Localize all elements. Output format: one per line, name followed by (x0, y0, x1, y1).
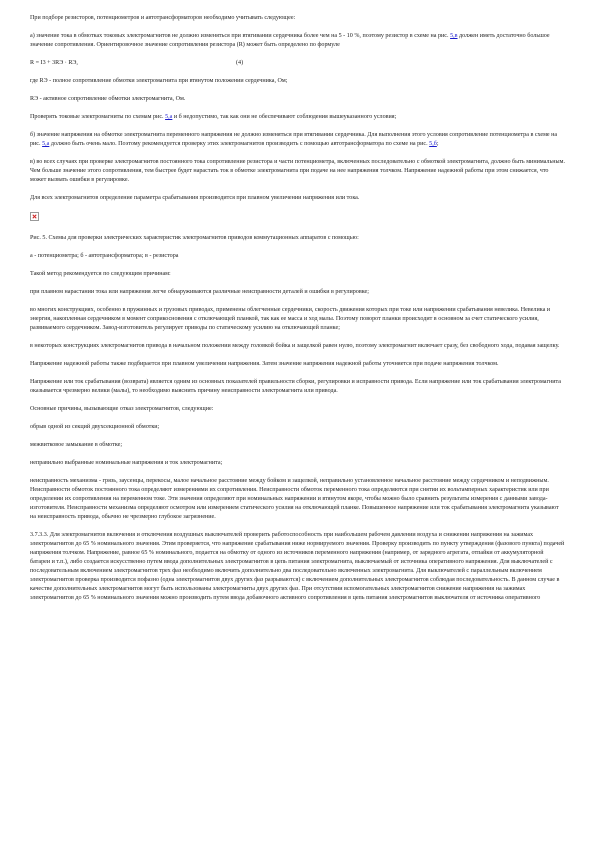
reason-2-paragraph: во многих конструкциях, особенно в пружинных и грузовых приводах, применены облегченные сердечники, скорость движения которых при токе или напряжении срабатывания невелика. Невелика и энергия, накопленная сердечником в момент соприкосновения с отключающей планкой, так как ее масса и ход малы. Поэтому поворот планки происходит в основном за счет статического усилия, развиваемого сердечником. Завод-изготовитель регулирует приводы по статическому усилию на отключающей планке; (30, 307, 551, 331)
mechanism-paragraph: неисправность механизма - грязь, заусенцы, перекосы, малое начальное расстояние между бойком и защелкой, неправильно установленное начальное расстояние между сердечником и неподвижным. Неисправности обмоток постоянного тока определяют измерениями их сопротивления. Неисправности обмоток переменного тока определяются при снятии их вольтамперных характеристик или при определении их сопротивления на переменном токе. Эти значения определяют при номинальных напряжении и втянутом якоре, чтобы можно было сравнить результаты измерения с данными завода-изготовителя. Неисправности механизма определяют осмотром или измерением статического усилия на отключающей планке. Повышенное напряжение или ток срабатывания электромагнита указывают на неисправность привода, обычно не чрезмерно глубокое загрязнение. (30, 478, 559, 520)
figure-5a-link[interactable]: 5,а (165, 114, 173, 120)
figure-5v-link[interactable]: 5,в (450, 33, 458, 39)
figure-caption: Рис. 5. Схемы для проверки электрических характеристик электромагнитов приводов коммутационных аппаратов с помощью: (30, 235, 359, 241)
return-voltage-paragraph: Напряжение или ток срабатывания (возврата) является одним из основных показателей правильности сборки, регулировки и исправности привода. Если напряжение или ток срабатывания электромагнита оказывается чрезмерно велики (малы), то необходимо выяснить причину неисправности электромагнита или привода. (30, 379, 561, 394)
formula-number: (4) (236, 60, 244, 66)
cause-3-paragraph: неправильно выбранные номинальные напряжения и ток электромагнита; (30, 460, 223, 466)
reason-3-paragraph: в некоторых конструкциях электромагнитов привода в начальном положении между головкой бойка и защелкой равен нулю, поэтому электромагнит включает сразу, без свободного хода, подавая защелку. (30, 343, 560, 349)
cause-2-paragraph: межвитковое замыкание в обмотке; (30, 442, 123, 448)
causes-intro-paragraph: Основные причины, вызывающие отказ электромагнитов, следующие: (30, 406, 214, 412)
where-paragraph-1: где RЭ - полное сопротивление обмотки электромагнита при втянутом положении сердечника, Ом; (30, 78, 288, 84)
figure-5a-link-2[interactable]: 5,а (42, 141, 50, 147)
formula-line (30, 59, 565, 68)
all-magnets-paragraph: Для всех электромагнитов определение параметра срабатывания производится при плавном увеличении напряжения или тока. (30, 195, 360, 201)
formula: R = I3 + 3RЭ · RЭ, (30, 60, 78, 66)
broken-image-icon (30, 212, 39, 221)
figure-image-placeholder (30, 212, 565, 225)
section-3733-paragraph: 3.7.3.3. Для электромагнитов включения и отключения воздушных выключателей проверить работоспособность при наибольшем рабочем давлении воздуха и снижении напряжения на зажимах электромагнитов до 65 % номинального значения. Этим проверяется, что напряжение срабатывания ниже нормируемого значения. Проверку производить по пункту утверждения (фазового пункта) подачей напряжения толчком. Напряжение, равное 65 % номинального, подается на обмотку от одного из источников переменного напряжения (например, от зарядного агрегата, отпайки от аккумуляторной батареи и т.п.), либо создается искусственно путем ввода дополнительных электромагнитов в цепь питания электромагнита, выключаемый от источника оперативного напряжения. Для выключателей с последовательным включением электромагнитов трех фаз необходимо включить дополнительно два последовательно включенных электромагнита. Для выключателей с параллельным включением электромагнитов проверка производится пофазно (одна электромагнитов двух других фаз разрываются) с включением дополнительных электромагнитов соблюдая последовательность. В данном случае в качестве дополнительных электромагнитов могут быть использованы электромагниты двух других фаз. При отсутствии вспомогательных электромагнитов снижение напряжения на зажимах электромагнитов до 65 % номинального значения можно производить путем ввода добавочного активного сопротивления в цепь питания электромагнитов выключателя от источника оперативного (30, 532, 565, 601)
reason-1-paragraph: при плавном нарастании тока или напряжения легче обнаруживаются различные неисправности деталей и ошибки в регулировке; (30, 289, 369, 295)
reliable-voltage-paragraph: Напряжение надежной работы также подбирается при плавном увеличении напряжения. Затем значение напряжения надежной работы уточняется при подаче напряжения толчком. (30, 361, 499, 367)
where-paragraph-2: RЭ - активное сопротивление обмотки электромагнита, Ом. (30, 96, 186, 102)
method-paragraph: Такой метод рекомендуется по следующим причинам: (30, 271, 171, 277)
figure-legend: а - потенциометра; б - автотрансформатора; в - резистора (30, 253, 179, 259)
check-paragraph: Проверять токовые электромагниты по схемам рис. 5,а и б недопустимо, так как они не обеспечивают соблюдения вышеуказанного условия; (30, 114, 397, 120)
condition-b-paragraph: б) значение напряжения на обмотке электромагнита переменного напряжения не должно изменяться при втягивании сердечника. Для выполнения этого условия сопротивление потенциометра в схеме на рис. 5,а должно быть очень мало. Поэтому рекомендуется проверку этих электромагнитов производить с помощью автотрансформатора по схеме на рис. 5,б; (30, 132, 558, 147)
condition-v-paragraph: в) во всех случаях при проверке электромагнитов постоянного тока сопротивление резистора и части потенциометра, включенных последовательно с обмоткой электромагнита, должно быть минимальным. Чем больше значение этого сопротивления, тем быстрее будет нарастать ток в обмотке электромагнита при подаче на нее напряжения толчком. Напряжение надежной работы при этом снижается, что может вызвать ошибки в регулировке. (30, 159, 565, 183)
condition-a-paragraph: а) значение тока в обмотках токовых электромагнитов не должно изменяться при втягивании сердечника более чем на 5 - 10 %, поэтому резистор в схеме на рис. 5,в должен иметь достаточно большое значение сопротивления. Ориентировочное значение сопротивления резистора (R) может быть определено по формуле (30, 33, 550, 48)
cause-1-paragraph: обрыв одной из секций двухсекционной обмотки; (30, 424, 160, 430)
figure-5b-link[interactable]: 5,б (429, 141, 437, 147)
intro-paragraph: При подборе резисторов, потенциометров и автотрансформаторов необходимо учитывать следующее: (30, 15, 296, 21)
